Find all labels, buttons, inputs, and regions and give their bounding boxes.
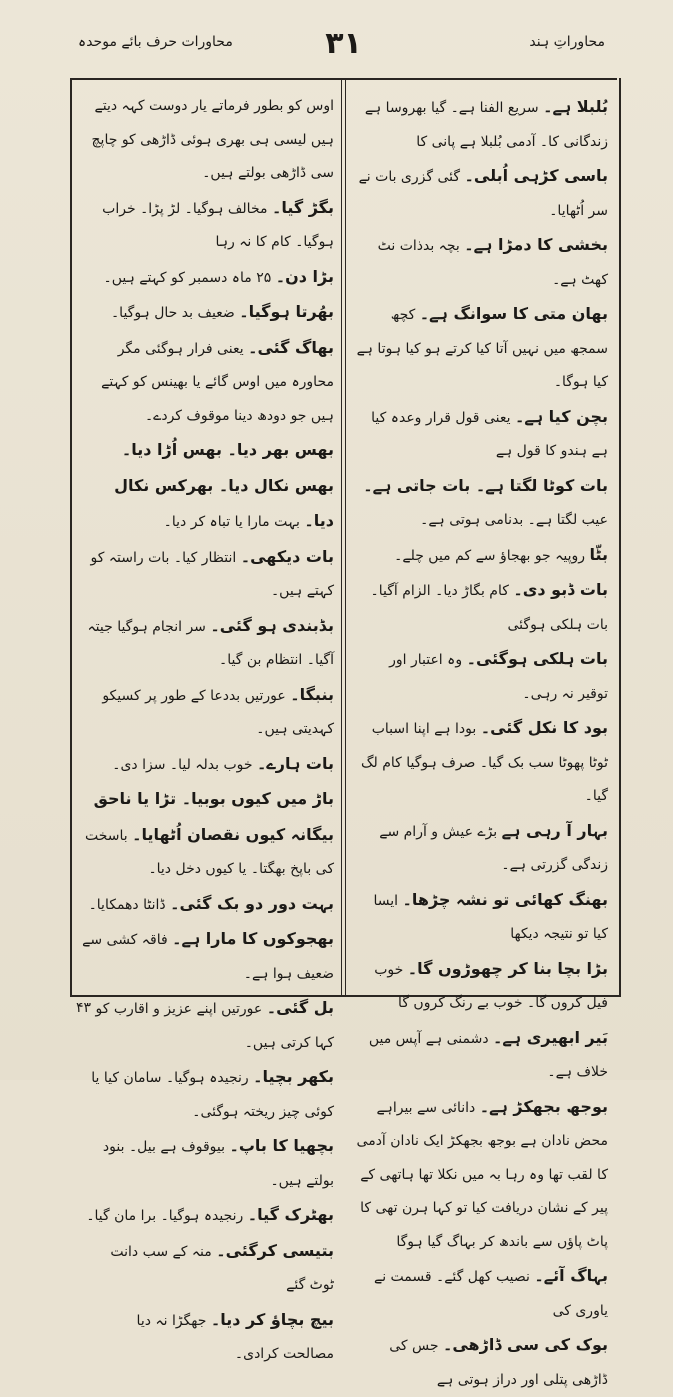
idiom-headword: بات کوٹا لگتا ہے۔ بات جاتی ہے۔: [363, 475, 608, 495]
column-divider: [341, 78, 346, 995]
idiom-headword: بھاگ گئی۔: [248, 337, 334, 357]
idiom-meaning: سر انجام ہوگیا جیتہ آگیا۔ انتظام بن گیا۔: [87, 618, 334, 668]
idiom-meaning: دشمنی ہے آپس میں خلاف ہے۔: [368, 1030, 608, 1080]
idiom-entry: [356, 159, 608, 228]
idiom-meaning: ایسا کیا تو نتیجہ دیکھا: [373, 892, 608, 942]
idiom-entry: [356, 814, 608, 883]
idiom-meaning: منہ کے سب دانت ٹوٹ گئے: [110, 1243, 334, 1293]
page-number: ۳۱: [325, 26, 362, 61]
idiom-entry: [356, 1021, 608, 1090]
idiom-meaning: دانائی سے بیراہے محض نادان ہے بوجھ بجھکڑ ایک نادان آدمی کا لقب تھا وہ رہا بہ میں نکلا تھا ہاتھی کے پیر کے نشان دریافت کیا تو کہا ہرن تھی کا پاٹ پاؤں سے باندھ کر بہاگ گیا ہوگا: [356, 1099, 608, 1250]
idiom-meaning: یعنی قول قرار وعدہ کیا ہے ہندو کا قول ہے: [371, 409, 608, 459]
idiom-meaning: نصیب کھل گئے۔ قسمت نے یاوری کی: [374, 1269, 608, 1319]
idiom-meaning: بڑے عیش و آرام سے زندگی گزرتی ہے۔: [379, 823, 608, 873]
idiom-entry: [82, 1129, 334, 1198]
idiom-entry: [82, 433, 334, 540]
idiom-headword: بہت دور دو بک گئی۔: [170, 893, 334, 913]
idiom-headword: بَیر ابھیری ہے۔: [493, 1027, 608, 1047]
idiom-headword: بات ہارے۔: [256, 753, 334, 773]
idiom-headword: بکھر بچیا۔: [253, 1067, 334, 1086]
idiom-headword: بوجھ بجھکڑ ہے۔: [479, 1096, 608, 1116]
idiom-headword: بود کا نکل گئی۔: [480, 718, 608, 737]
idiom-entry: [82, 90, 334, 191]
idiom-headword: باڑ میں کیوں بوبیا۔ تڑا یا ناحق بیگانہ کیوں نقصان اُٹھایا۔: [93, 789, 334, 844]
idiom-entry: [82, 782, 334, 887]
idiom-headword: بوک کی سی ڈاڑھی۔: [442, 1335, 608, 1354]
idiom-entry: [82, 1060, 334, 1129]
idiom-headword: بہاگ آئے۔: [534, 1266, 608, 1285]
idiom-meaning: ضعیف بد حال ہوگیا۔: [110, 305, 235, 321]
idiom-meaning: عورتیں بددعا کے طور پر کسیکو کہدیتی ہیں۔: [102, 687, 334, 737]
idiom-meaning: بچہ بدذات نٹ کھٹ ہے۔: [377, 238, 608, 288]
idiom-headword: باسی کڑہی اُبلی۔: [464, 166, 608, 185]
idiom-meaning: عیب لگتا ہے۔ بدنامی ہوتی ہے۔: [420, 512, 608, 528]
idiom-headword: بھٹرک گیا۔: [247, 1205, 334, 1224]
idiom-meaning: روپیہ جو بھجاؤ سے کم میں چلے۔: [394, 547, 585, 564]
idiom-headword: بات دیکھی۔: [240, 546, 334, 566]
idiom-entry: [356, 573, 608, 642]
header-book-title: محاوراتِ ہند: [529, 34, 605, 50]
idiom-entry: [82, 191, 334, 260]
idiom-entry: [356, 400, 608, 469]
idiom-headword: بہار آ رہی ہے: [501, 820, 608, 840]
idiom-entry: [82, 922, 334, 991]
idiom-headword: بیچ بچاؤ کر دیا۔: [210, 1309, 334, 1329]
idiom-meaning: وہ اعتبار اور توقیر نہ رہی۔: [389, 652, 608, 702]
idiom-headword: بنبگا۔: [290, 684, 334, 704]
idiom-headword: بگڑ گیا۔: [271, 197, 334, 217]
idiom-entry: [82, 991, 334, 1060]
idiom-entry: [82, 678, 334, 747]
idiom-entry: [356, 469, 608, 538]
idiom-headword: بل گئی۔: [266, 998, 334, 1017]
header-section-title: محاورات حرف بائے موحدہ: [78, 34, 233, 50]
idiom-entry: [356, 883, 608, 952]
idiom-headword: بڑا دن۔: [275, 266, 334, 286]
idiom-headword: بٹّا: [589, 544, 608, 564]
idiom-entry: [356, 90, 608, 159]
idiom-entry: [356, 1090, 608, 1260]
footer-mark: ۴۳: [76, 1000, 92, 1016]
page-header: [70, 22, 617, 80]
idiom-meaning: باسخت کی باپخ بھگتا۔ یا کیوں دخل دیا۔: [84, 827, 334, 877]
idiom-entry: [356, 952, 608, 1021]
idiom-entry: [82, 331, 334, 434]
idiom-meaning: بودا ہے اپنا اسباب ٹوٹا پھوٹا سب بک گیا۔ صرف ہوگیا کام لگ گیا۔: [360, 721, 608, 804]
idiom-entry: [356, 228, 608, 297]
idiom-headword: بچھیا کا باپ۔: [229, 1136, 334, 1155]
idiom-meaning: اوس کو بطور فرماتے یار دوست کہہ دیتے ہیں لیسی ہی بھری ہوئی ڈاڑھی کو چاپچ سی ڈاڑھی بولتے ہیں۔: [91, 98, 334, 181]
idiom-meaning: رنجیدہ ہوگیا۔ سامان کیا یا کوئی چیز ریختہ ہوگئی۔: [91, 1070, 334, 1120]
idiom-headword: بھجوکوں کا مارا ہے۔: [172, 929, 334, 948]
idiom-entry: [82, 1234, 334, 1303]
idiom-meaning: بیوقوف ہے بیل۔ بنود بولتے ہیں۔: [102, 1139, 334, 1189]
idiom-entry: [82, 1303, 334, 1372]
idiom-entry: [82, 1198, 334, 1234]
idiom-meaning: عورتیں اپنے عزیز و اقارب کو کہا کرتی ہیں۔: [95, 1001, 334, 1051]
idiom-headword: بھنگ کھائی تو نشہ چڑھا۔: [402, 889, 608, 909]
idiom-headword: بڑا بچا بنا کر چھوڑوں گا۔: [407, 958, 608, 978]
idiom-meaning: ڈانٹا دھمکایا۔: [88, 896, 166, 913]
idiom-meaning: خوب بدلہ لیا۔ سزا دی۔: [112, 756, 253, 773]
idiom-meaning: فاقہ کشی سے ضعیف ہوا ہے۔: [82, 932, 334, 982]
idiom-entry: [82, 540, 334, 609]
idiom-meaning: یعنی فرار ہوگئی مگر محاورہ میں اوس گائے یا بھینس کو کہتے ہیں جو دودھ دینا موقوف کردے۔: [101, 340, 334, 424]
idiom-meaning: ۲۵ ماہ دسمبر کو کہتے ہیں۔: [103, 269, 272, 286]
idiom-meaning: گئی گزری بات نے سر اُٹھایا۔: [358, 169, 608, 219]
idiom-meaning: سریع الفنا ہے۔ گیا بھروسا ہے زندگانی کا۔ آدمی بُلبلا ہے پانی کا: [364, 100, 608, 150]
idiom-entry: [356, 297, 608, 400]
idiom-entry: [82, 747, 334, 783]
idiom-entry: [82, 260, 334, 296]
idiom-entry: [82, 887, 334, 923]
idiom-headword: بات ہلکی ہوگئی۔: [466, 649, 608, 668]
idiom-entry: [356, 1259, 608, 1328]
idiom-meaning: مخالف ہوگیا۔ لڑ پڑا۔ خراب ہوگیا۔ کام کا نہ رہا: [102, 200, 334, 250]
idiom-headword: بات ڈبو دی۔: [513, 580, 608, 599]
idiom-headword: بھس بھر دیا۔ بھس اُڑا دیا۔ بھس نکال دیا۔ بھرکس نکال دیا۔: [114, 440, 334, 530]
idiom-headword: بڈبندی ہو گئی۔: [210, 615, 334, 635]
idiom-headword: بتیسی کرگئی۔: [216, 1240, 334, 1260]
idiom-meaning: کچھ سمجھ میں نہیں آتا کیا کرتے ہو کیا ہوتا ہے کیا ہوگا۔: [356, 307, 608, 390]
idiom-meaning: کام بگاڑ دیا۔ الزام آگیا۔ بات ہلکی ہوگئی: [370, 583, 608, 633]
idiom-meaning: جھگڑا نہ دیا مصالحت کرادی۔: [136, 1312, 334, 1362]
idiom-meaning: رنجیدہ ہوگیا۔ برا مان گیا۔: [86, 1208, 244, 1224]
idiom-headword: بھان متی کا سوانگ ہے۔: [419, 304, 608, 323]
idiom-entry: [356, 1328, 608, 1397]
idiom-headword: بھُرتا ہوگیا۔: [239, 302, 334, 321]
idiom-meaning: جس کی ڈاڑھی پتلی اور دراز ہوتی ہے: [389, 1338, 608, 1388]
idiom-entry: [356, 538, 608, 574]
idiom-entry: [356, 642, 608, 711]
idiom-meaning: بہت مارا یا تباہ کر دیا۔: [163, 514, 300, 530]
idiom-entry: [356, 711, 608, 814]
right-column: [356, 90, 608, 1388]
idiom-entry: [82, 609, 334, 678]
idiom-meaning: خوب فیل کروں گا۔ خوب بے رنگ کروں گا: [374, 961, 608, 1011]
idiom-headword: بچن کیا ہے۔: [514, 406, 608, 426]
idiom-meaning: انتظار کیا۔ بات راستہ کو کہتے ہیں۔: [90, 549, 334, 599]
idiom-headword: بخشی کا دمڑا ہے۔: [464, 235, 608, 254]
idiom-headword: بُلبلا ہے۔: [543, 97, 608, 116]
idiom-entry: [82, 295, 334, 331]
